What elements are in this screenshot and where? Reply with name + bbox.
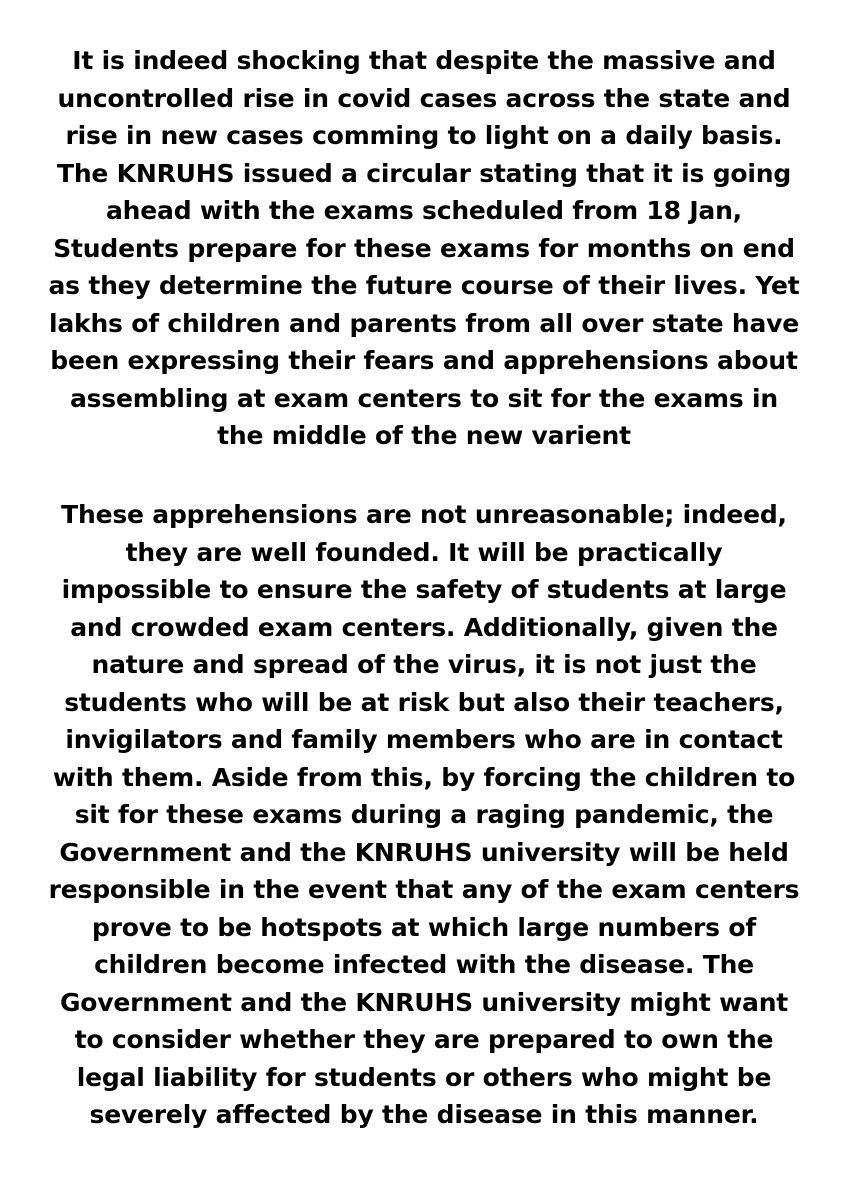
text-line: Government and the KNRUHS university will be held — [59, 837, 789, 867]
text-line: and crowded exam centers. Additionally, given the — [70, 612, 778, 642]
text-line: with them. Aside from this, by forcing the children to — [52, 762, 796, 792]
text-line: lakhs of children and parents from all over state have — [48, 308, 800, 338]
text-line: It is indeed shocking that despite the massive and — [72, 46, 776, 75]
text-line: ahead with the exams scheduled from 18 Jan, — [106, 196, 742, 225]
text-line: These apprehensions are not unreasonable; indeed, — [61, 500, 787, 529]
text-line: impossible to ensure the safety of students at large — [61, 575, 787, 604]
text-line: as they determine the future course of their lives. Yet — [48, 271, 800, 300]
text-line: Students prepare for these exams for months on end — [53, 233, 795, 263]
text-line: assembling at exam centers to sit for the exams in — [69, 383, 779, 413]
paragraph-2 — [40, 496, 808, 1134]
text-line: children become infected with the disease. The — [94, 950, 754, 979]
text-line: invigilators and family members who are in contact — [65, 725, 783, 754]
text-line: Government and the KNRUHS university might want — [59, 987, 789, 1017]
text-line: uncontrolled rise in covid cases across the state and — [57, 83, 791, 113]
text-line: rise in new cases comming to light on a daily basis. — [65, 121, 783, 150]
text-line: The KNRUHS issued a circular stating that it is going — [56, 158, 792, 188]
text-line: students who will be at risk but also their teachers, — [64, 687, 784, 717]
text-line: prove to be hotspots at which large numbers of — [91, 912, 757, 942]
text-line: nature and spread of the virus, it is not just the — [91, 650, 757, 679]
paragraph-1 — [40, 42, 808, 455]
text-line: the middle of the new varient — [217, 421, 631, 450]
text-line: to consider whether they are prepared to own the — [74, 1025, 774, 1054]
text-line: been expressing their fears and apprehensions about — [50, 346, 798, 375]
text-line: they are well founded. It will be practically — [125, 537, 723, 567]
text-line: severely affected by the disease in this manner. — [89, 1100, 759, 1129]
text-line: sit for these exams during a raging pandemic, the — [74, 800, 774, 829]
text-line: legal liability for students or others who might be — [76, 1062, 772, 1092]
text-line: responsible in the event that any of the exam centers — [48, 875, 800, 904]
